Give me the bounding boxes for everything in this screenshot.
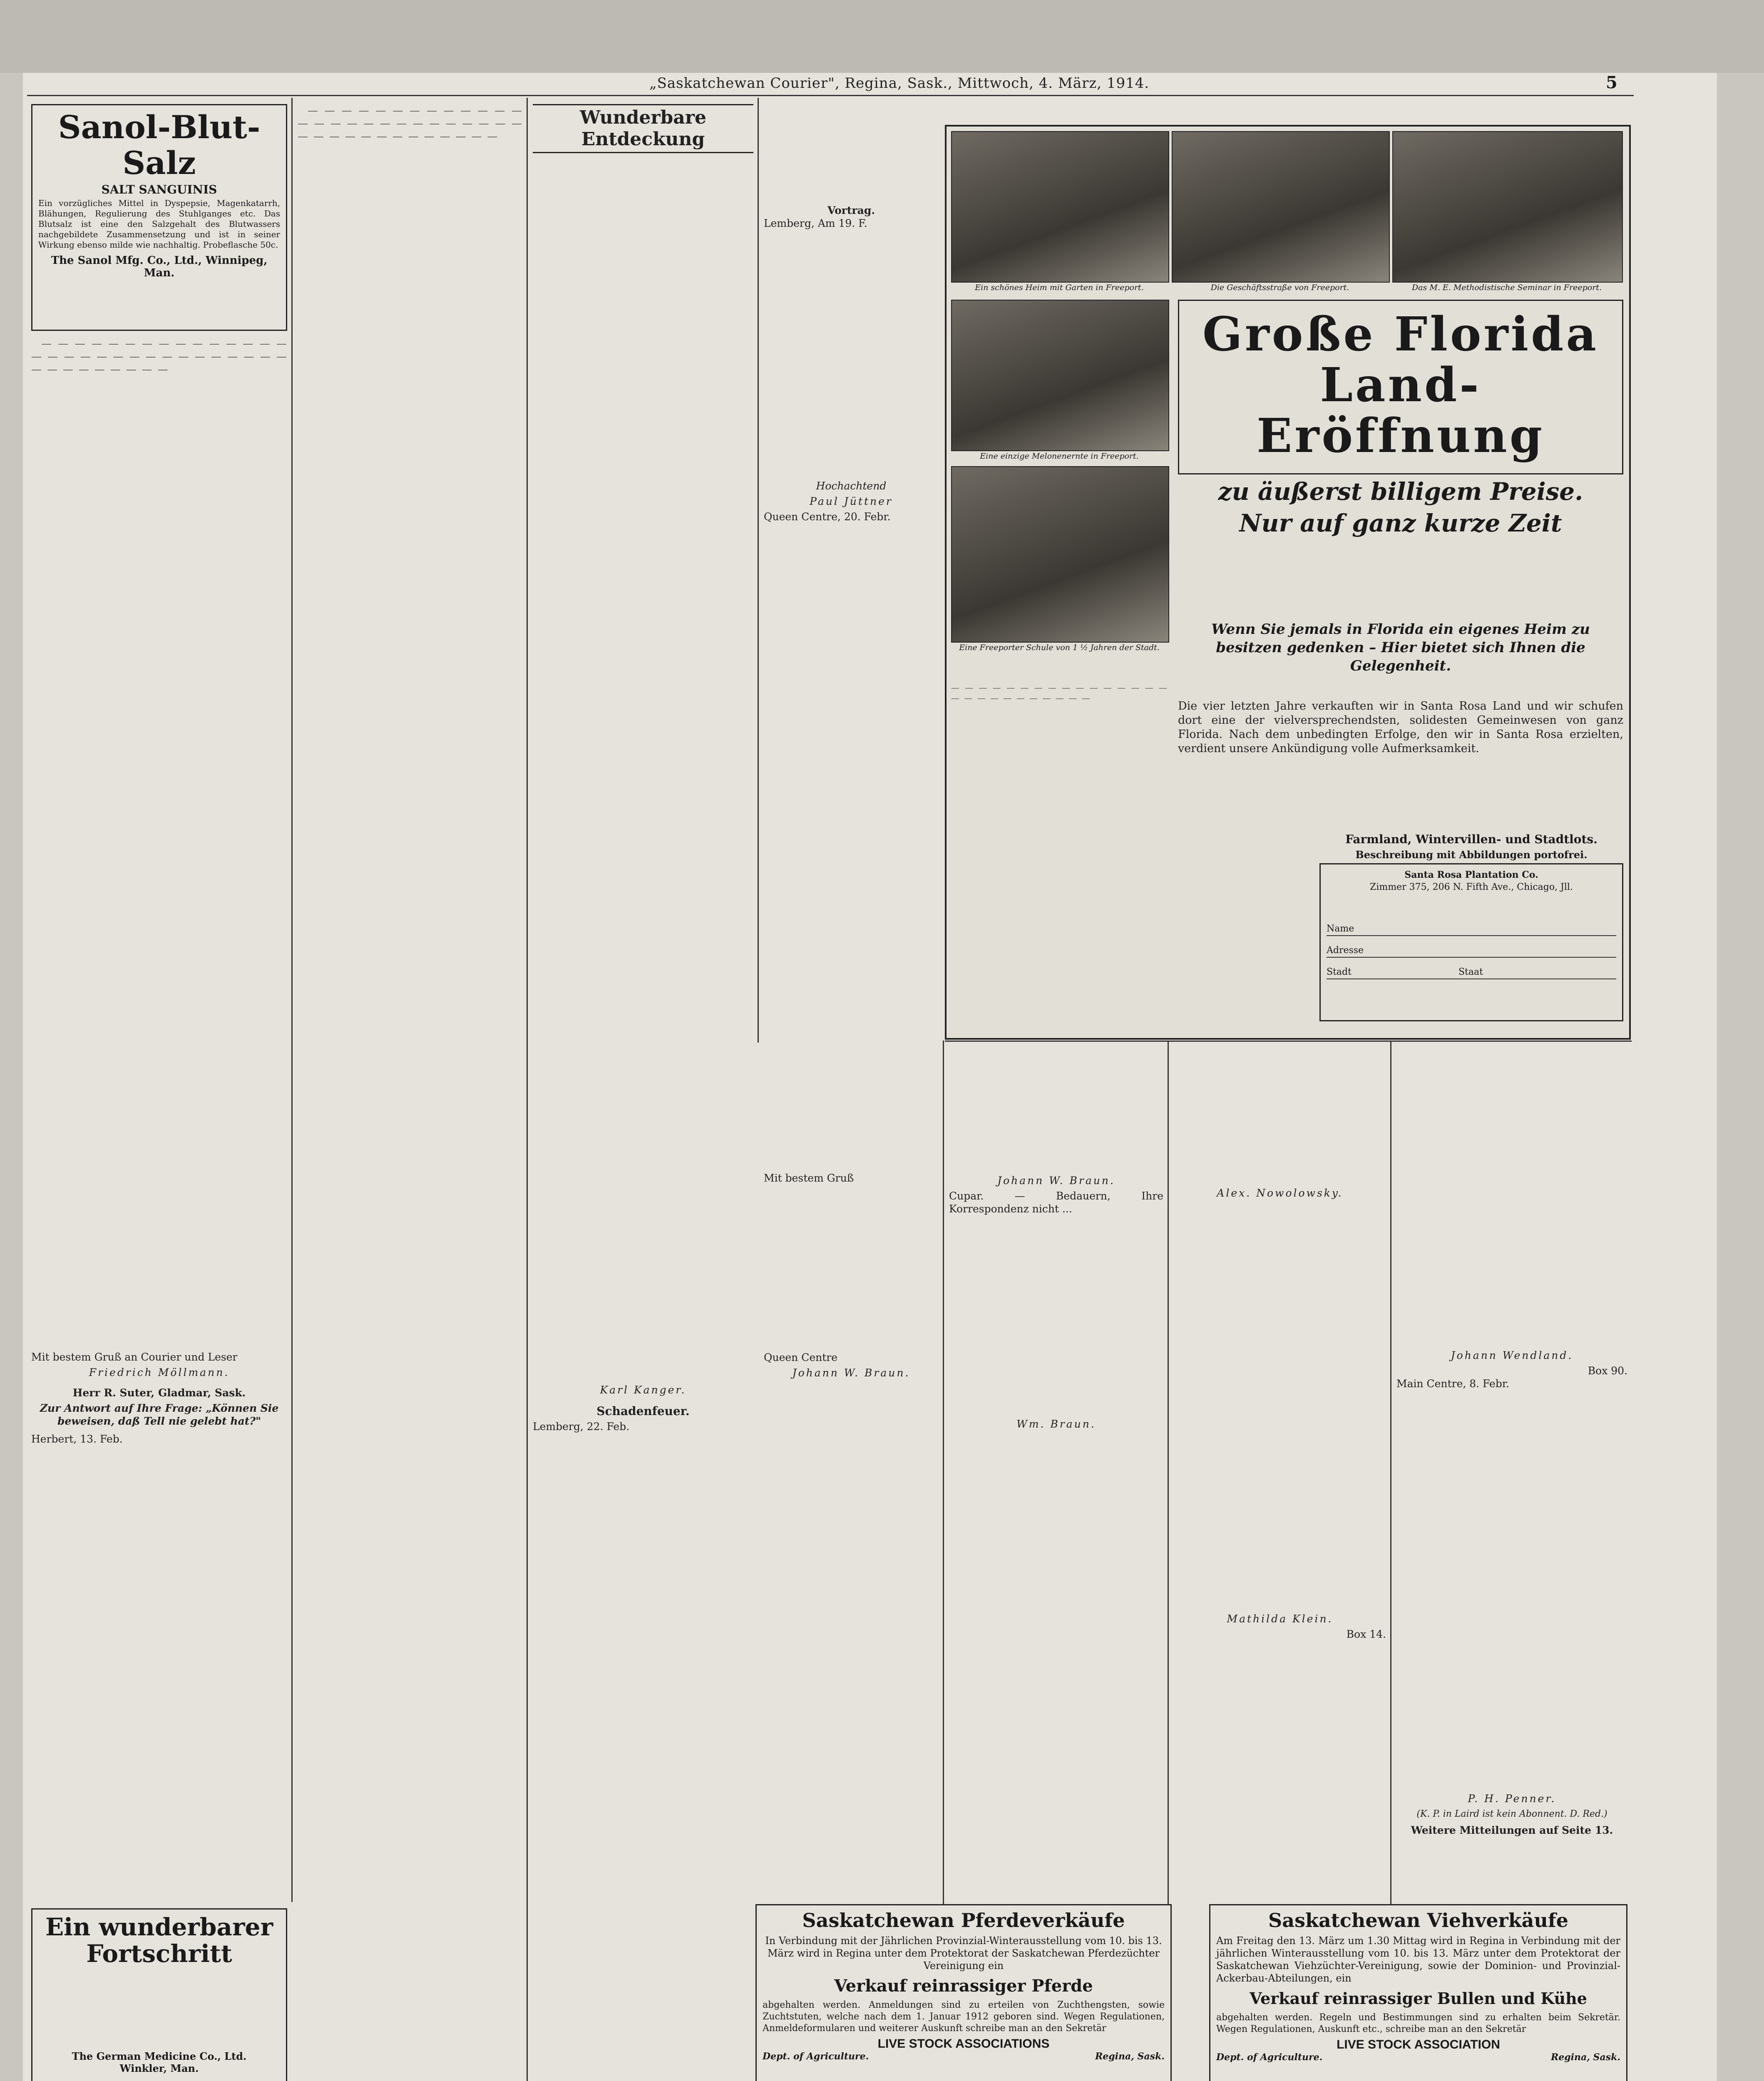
florida-title-line2: Land-Eröffnung [1256, 358, 1545, 463]
caption-seminar: Das M. E. Methodistische Seminar in Freeport. [1412, 283, 1602, 292]
col1-letter-closing: Mit bestem Gruß an Courier und Leser [31, 1351, 238, 1363]
horse-sale-body2: abgehalten werden. Anmeldungen sind zu erteilen von Zuchthengsten, sowie Zuchtstuten, welche nach dem 1. Januar 1912 geboren sind. Wegen Regulationen, Anmeldeformularen und weiterer Auskunft schreibe man an den Sekretär [763, 2000, 1165, 2034]
col4-place3: Queen Centre [764, 1351, 838, 1363]
florida-headline-block [1178, 300, 1623, 616]
cattle-sale-org: LIVE STOCK ASSOCIATION [1337, 2038, 1500, 2051]
col7-box: Box 90. [1588, 1365, 1627, 1377]
florida-title-line1: Große Florida [1203, 307, 1599, 362]
col3-heading: Wunderbare Entdeckung [533, 104, 753, 153]
sanol-ad-title: Sanol-Blut-Salz [58, 109, 261, 181]
col1-question-sub: Zur Antwort auf Ihre Frage: „Können Sie beweisen, daß Tell nie gelebt hat?" [40, 1402, 279, 1427]
masthead-rule [27, 95, 1634, 96]
col2-text [298, 104, 522, 2081]
photo-business-street [1172, 131, 1390, 283]
photo-home-garden [951, 131, 1169, 283]
col1-place-date: Herbert, 13. Feb. [31, 1433, 123, 1445]
column-rule [1390, 1040, 1391, 1904]
col3-subheading: Schadenfeuer. [596, 1404, 690, 1418]
col6-box: Box 14. [1346, 1628, 1386, 1640]
horse-sale-footer [763, 2051, 1165, 2062]
florida-pitch: Wenn Sie jemals in Florida ein eigenes Heim zu besitzen gedenken – Hier bietet sich Ihnen die Gelegenheit. [1211, 621, 1590, 674]
col5-place: Cupar. — Bedauern, Ihre Korrespondenz nicht ... [949, 1190, 1163, 1215]
fortschritt-ad-company: The German Medicine Co., Ltd. [72, 2050, 247, 2062]
florida-left-text [951, 683, 1168, 1032]
sanol-ad [31, 104, 287, 331]
masthead: „Saskatchewan Courier", Regina, Sask., Mittwoch, 4. März, 1914. [649, 75, 1150, 92]
florida-right-block [1319, 832, 1623, 1032]
horse-sale-city: Regina, Sask. [1095, 2051, 1165, 2062]
caption-home-garden: Ein schönes Heim mit Garten in Freeport. [975, 283, 1144, 292]
cattle-sale-sub: Verkauf reinrassiger Bullen und Kühe [1250, 1989, 1587, 2008]
florida-title-box [1178, 300, 1623, 474]
col2-article-body: — — — — — — — — — — — — — — — — — — — — — — — — — — — — — — — — — — — — — — — — [298, 104, 522, 142]
col7-footer: Weitere Mitteilungen auf Seite 13. [1411, 1824, 1613, 1836]
horse-sale-dept: Dept. of Agriculture. [763, 2051, 869, 2062]
col7-sig: Johann Wendland. [1451, 1349, 1573, 1361]
florida-sub1: zu äußerst billigem Preise. [1218, 477, 1583, 506]
photo-seminar [1392, 131, 1623, 283]
column-rule [758, 98, 759, 1043]
florida-body: Die vier letzten Jahre verkauften wir in Santa Rosa Land und wir schufen dort eine der vielversprechendsten, solidesten Gemeinwesen von ganz Florida. Nach dem unbedingten Erfolge, den wir in Santa Rosa erzielten, verdient unsere Ankündigung volle Aufmerksamkeit. [1178, 700, 1623, 755]
sanol-ad-body: Ein vorzügliches Mittel in Dyspepsie, Magenkatarrh, Blähungen, Regulierung des Stuhlganges etc. Das Blutsalz ist eine den Salzgehalt des Blutwassers nachgebildete Zusammensetzung und ist in seiner Wirkung ebenso milde wie nachhaltig. Probeflasche 50c. [38, 198, 280, 250]
coupon-city-field[interactable] [1327, 966, 1616, 979]
fortschritt-ad [31, 1908, 287, 2081]
horse-sale-org: LIVE STOCK ASSOCIATIONS [877, 2037, 1050, 2051]
cattle-sale-footer [1216, 2052, 1620, 2063]
cattle-sale-city: Regina, Sask. [1550, 2052, 1620, 2063]
col1-question-heading: Herr R. Suter, Gladmar, Sask. [72, 1387, 246, 1399]
coupon-company: Santa Rosa Plantation Co. [1404, 869, 1538, 880]
section-rule [945, 1040, 1632, 1042]
caption-schoolhouse: Eine Freeporter Schule von 1 ½ Jahren der Stadt. [959, 643, 1160, 652]
horse-sale-ad [755, 1904, 1172, 2081]
col1-letter-signature: Friedrich Möllmann. [89, 1366, 230, 1378]
coupon-city-label: Stadt [1327, 967, 1352, 977]
column-rule [527, 98, 528, 2081]
col4-sig-bottom: Johann W. Braun. [792, 1367, 910, 1379]
fortschritt-ad-city: Winkler, Man. [119, 2062, 199, 2074]
coupon-address: Zimmer 375, 206 N. Fifth Ave., Chicago, Jll. [1370, 882, 1573, 892]
col3-signature: Karl Kanger. [600, 1384, 686, 1396]
col7-lower [1396, 1047, 1627, 1900]
caption-business-street: Die Geschäftsstraße von Freeport. [1210, 283, 1349, 292]
column-rule [943, 1040, 944, 1904]
col4-lower [764, 1047, 939, 1900]
col3-text [533, 104, 753, 2081]
florida-right-heading: Farmland, Wintervillen- und Stadtlots. [1345, 832, 1598, 846]
coupon-address-field[interactable] [1327, 944, 1616, 958]
cattle-sale-ad [1209, 1904, 1627, 2081]
col5-sig2: Wm. Braun. [1016, 1418, 1096, 1430]
sanol-ad-subtitle: SALT SANGUINIS [101, 183, 217, 196]
col6-sig: Alex. Nowolowsky. [1217, 1187, 1343, 1199]
horse-sale-body: In Verbindung mit der Jährlichen Provinzial-Winterausstellung vom 10. bis 13. März wird in Regina unter dem Protektorat der Saskatchewan Pferdezüchter Vereinigung ein [765, 1935, 1162, 1972]
florida-sub2: Nur auf ganz kurze Zeit [1239, 509, 1562, 537]
cattle-sale-body2: abgehalten werden. Regeln und Bestimmungen sind zu erhalten beim Sekretär. Wegen Regulationen, Auskunft etc., schreibe man an den Sekretär [1216, 2012, 1620, 2034]
cattle-sale-body: Am Freitag den 13. März um 1.30 Mittag wird in Regina in Verbindung mit der jährlichen Winterausstellung vom 10. bis 13. März unter dem Protektorat der Saskatchewan Viehzüchter-Vereinigung, sowie der Dominion- und Provinzial-Ackerbau-Abteilungen, ein [1216, 1935, 1620, 1984]
col4-place1: Lemberg, Am 19. F. [764, 217, 867, 229]
photo-schoolhouse [951, 466, 1169, 643]
photo-melon-harvest [951, 300, 1169, 451]
horse-sale-sub: Verkauf reinrassiger Pferde [834, 1976, 1093, 1996]
col4-place2: Queen Centre, 20. Febr. [764, 511, 891, 523]
column-rule [291, 98, 293, 1902]
col5-lower [949, 1047, 1163, 1900]
florida-left-body: — — — — — — — — — — — — — — — — — — — — — — — — — — — [951, 683, 1168, 703]
col4-text [764, 104, 939, 1036]
col4-sig-praise: Hochachtend [816, 480, 887, 492]
col4-vortrag: Vortrag. [827, 204, 875, 216]
col4-sig-name: Paul Jüttner [810, 495, 893, 507]
coupon-name-field[interactable] [1327, 923, 1616, 936]
coupon-address-label: Adresse [1327, 945, 1364, 956]
scan-top-margin [0, 0, 1764, 73]
col7-footer2: (K. P. in Laird ist kein Abonnent. D. Red.) [1416, 1809, 1607, 1819]
florida-right-sub: Beschreibung mit Abbildungen portofrei. [1355, 849, 1588, 861]
col6-sig2: Mathilda Klein. [1227, 1613, 1333, 1625]
cattle-sale-title: Saskatchewan Viehverkäufe [1268, 1909, 1568, 1932]
coupon-state-label: Staat [1458, 967, 1483, 977]
col7-sig2: P. H. Penner. [1468, 1793, 1556, 1805]
fortschritt-ad-title: Ein wunderbarer Fortschritt [45, 1913, 273, 1968]
col1-article-body: — — — — — — — — — — — — — — — — — — — — — — — — — — — — — — — — — — — — — — — — [31, 338, 287, 375]
col4-sig-mid: Mit bestem Gruß [764, 1172, 854, 1184]
col7-place: Main Centre, 8. Febr. [1396, 1378, 1509, 1390]
florida-coupon[interactable] [1319, 863, 1623, 1021]
page-number: 5 [1606, 73, 1617, 92]
col5-sig: Johann W. Braun. [997, 1175, 1115, 1187]
col1-text [31, 337, 287, 1344]
column-rule [1168, 1040, 1169, 1904]
col1-letter [31, 1351, 287, 1900]
coupon-name-label: Name [1327, 924, 1354, 934]
col6-lower [1174, 1047, 1386, 1900]
caption-melon-harvest: Eine einzige Melonenernte in Freeport. [980, 452, 1139, 461]
horse-sale-title: Saskatchewan Pferdeverkäufe [802, 1909, 1125, 1932]
col3-place-date: Lemberg, 22. Feb. [533, 1420, 630, 1433]
cattle-sale-dept: Dept. of Agriculture. [1216, 2052, 1323, 2063]
sanol-ad-company: The Sanol Mfg. Co., Ltd., Winnipeg, Man. [51, 254, 268, 279]
